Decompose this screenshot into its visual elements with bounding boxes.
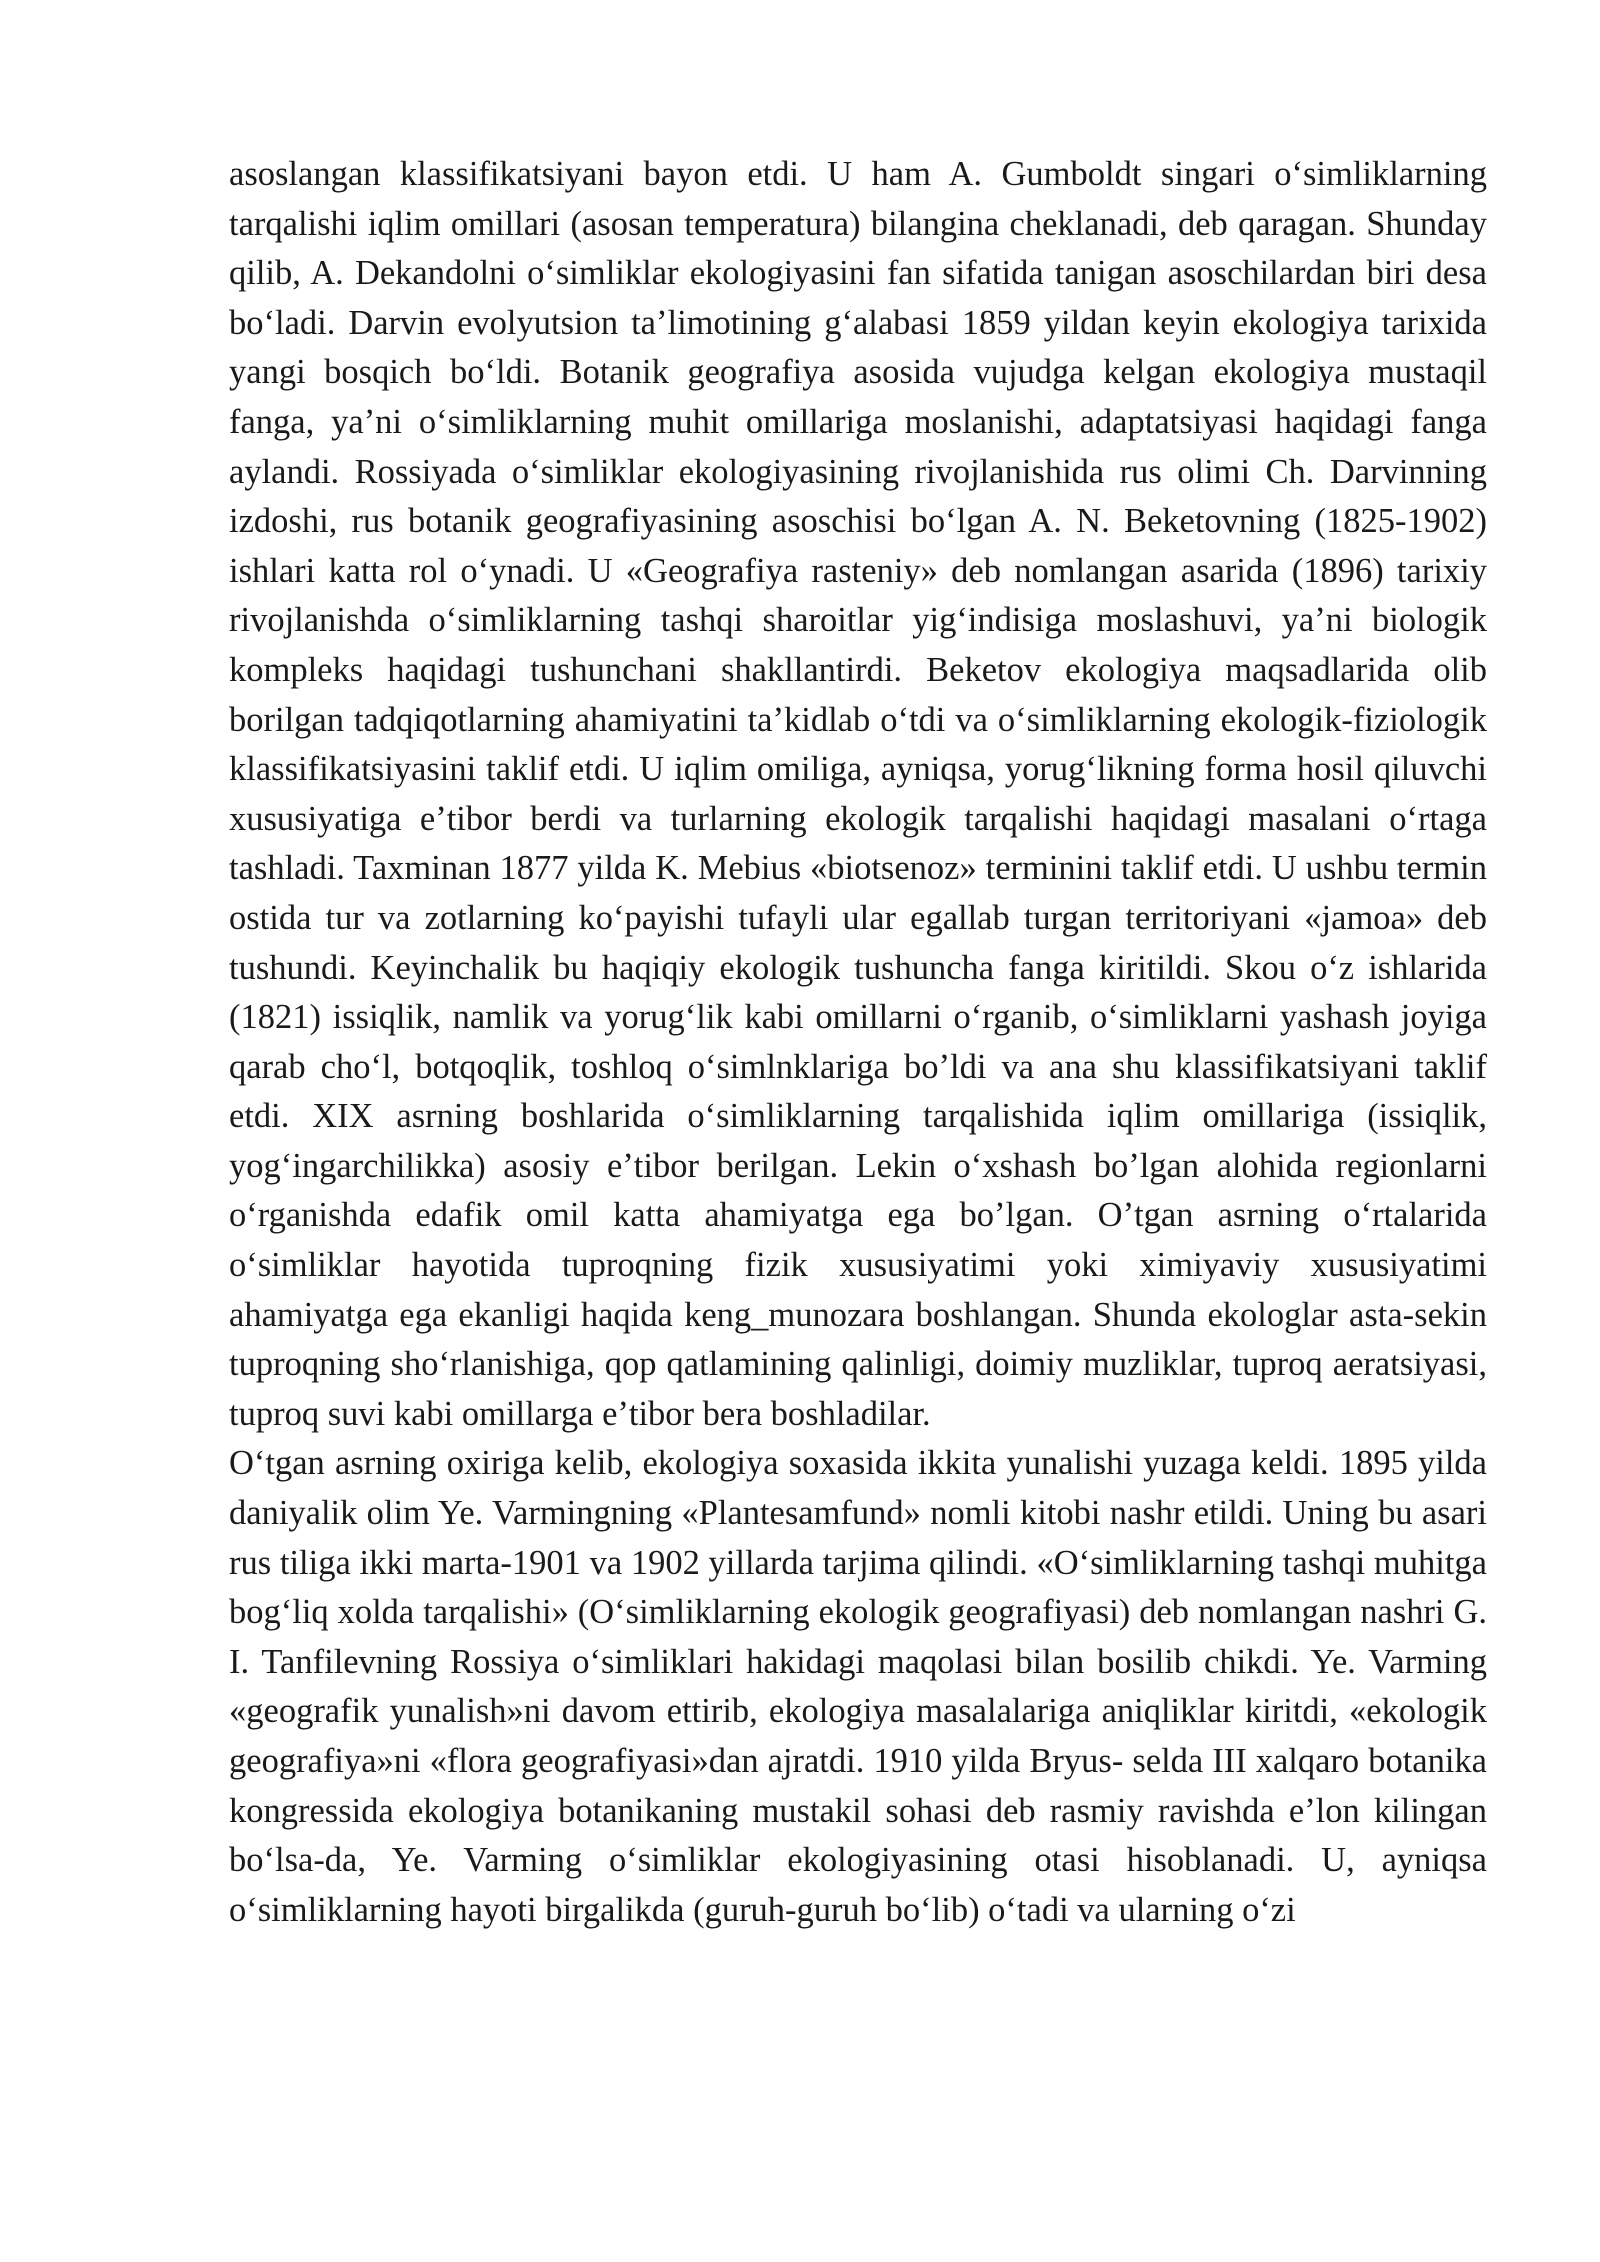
body-text (229, 150, 1487, 1935)
paragraph-1: asoslangan klassifikatsiyani bayon etdi. U ham A. Gumboldt singari oʻsimliklarning tarqalishi iqlim omillari (asosan temperatura) bilangina cheklanadi, deb qaragan. Shunday qilib, A. Dekandolni oʻsimliklar ekologiyasini fan sifatida tanigan asoschilardan biri desa boʻladi. Darvin evolyutsion taʼlimotining gʻalabasi 1859 yildan keyin ekologiya tarixida yangi bosqich boʻldi. Botanik geografiya asosida vujudga kelgan ekologiya mustaqil fanga, yaʼni oʻsimliklarning muhit omillariga moslanishi, adaptatsiyasi haqidagi fanga aylandi. Rossiyada oʻsimliklar ekologiyasining rivojlanishida rus olimi Ch. Darvinning izdoshi, rus botanik geografiyasining asoschisi boʻlgan A. N. Beketovning (1825-1902) ishlari katta rol oʻynadi. U «Geografiya rasteniy» deb nomlangan asarida (1896) tarixiy rivojlanishda oʻsimliklarning tashqi sharoitlar yigʻindisiga moslashuvi, yaʼni biologik kompleks haqidagi tushunchani shakllantirdi. Beketov ekologiya maqsadlarida olib borilgan tadqiqotlarning ahamiyatini taʼkidlab oʻtdi va oʻsimliklarning ekologik-fiziologik klassifikatsiyasini taklif etdi. U iqlim omiliga, ayniqsa, yorugʻlikning forma hosil qiluvchi xususiyatiga eʼtibor berdi va turlarning ekologik tarqalishi haqidagi masalani oʻrtaga tashladi. Taxminan 1877 yilda K. Mebius «biotsenoz» terminini taklif etdi. U ushbu termin ostida tur va zotlarning koʻpayishi tufayli ular egallab turgan territoriyani «jamoa» deb tushundi. Keyinchalik bu haqiqiy ekologik tushuncha fanga kiritildi. Skou oʻz ishlarida (1821) issiqlik, namlik va yorugʻlik kabi omillarni oʻrganib, oʻsimliklarni yashash joyiga qarab choʻl, botqoqlik, toshloq oʻsimlnklariga boʼldi va ana shu klassifikatsiyani taklif etdi. XIX asrning boshlarida oʻsimliklarning tarqalishida iqlim omillariga (issiqlik, yogʻingarchilikka) asosiy eʼtibor berilgan. Lekin oʻxshash boʼlgan alohida regionlarni oʻrganishda edafik omil katta ahamiyatga ega boʼlgan. Oʼtgan asrning oʻrtalarida oʻsimliklar hayotida tuproqning fizik xususiyatimi yoki ximiyaviy xususiyatimi ahamiyatga ega ekanligi haqida keng_munozara boshlangan. Shunda ekologlar asta-sekin tuproqning shoʻrlanishiga, qop qatlamining qalinligi, doimiy muzliklar, tuproq aeratsiyasi, tuproq suvi kabi omillarga eʼtibor bera boshladilar. (229, 155, 1487, 1433)
paragraph-2: Oʻtgan asrning oxiriga kelib, ekologiya soxasida ikkita yunalishi yuzaga keldi. 1895 yilda daniyalik olim Ye. Varmingning «Plantesamfund» nomli kitobi nashr etildi. Uning bu asari rus tiliga ikki marta-1901 va 1902 yillarda tarjima qilindi. «Oʻsimliklarning tashqi muhitga bogʻliq xolda tarqalishi» (Oʻsimliklarning ekologik geografiyasi) deb nomlangan nashri G. I. Tanfilevning Rossiya oʻsimliklari hakidagi maqolasi bilan bosilib chikdi. Ye. Varming «geografik yunalish»ni davom ettirib, ekologiya masalalariga aniqliklar kiritdi, «ekologik geografiya»ni «flora geografiyasi»dan ajratdi. 1910 yilda Bryus- selda III xalqaro botanika kongressida ekologiya botanikaning mustakil sohasi deb rasmiy ravishda eʼlon kilingan boʻlsa-da, Ye. Varming oʻsimliklar ekologiyasining otasi hisoblanadi. U, ayniqsa oʻsimliklarning hayoti birgalikda (guruh-guruh boʻlib) oʻtadi va ularning oʻzi (229, 1444, 1487, 1929)
